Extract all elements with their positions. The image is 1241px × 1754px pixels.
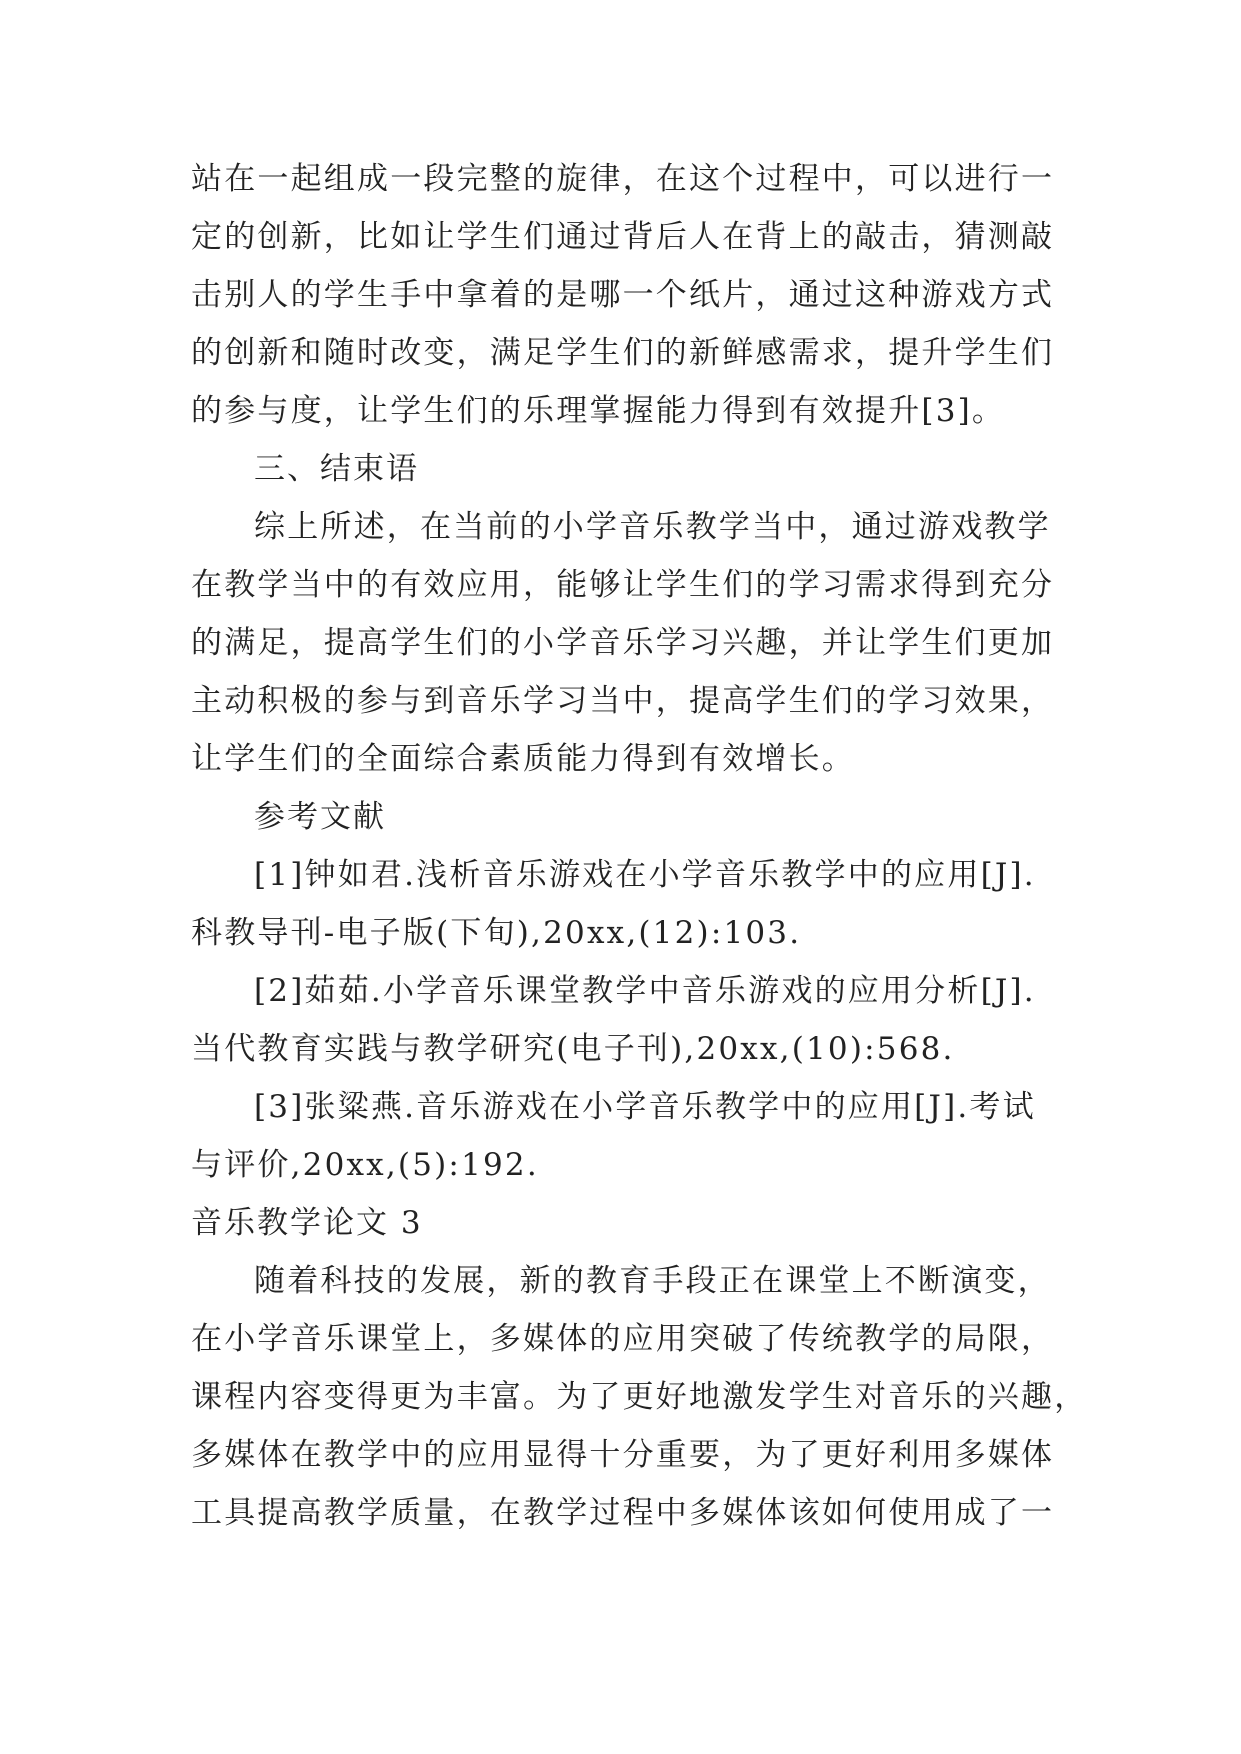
text-line: 多媒体在教学中的应用显得十分重要，为了更好利用多媒体 (191, 1437, 1055, 1473)
text-line: 在教学当中的有效应用，能够让学生们的学习需求得到充分 (191, 567, 1055, 603)
text-line: [2]茹茹.小学音乐课堂教学中音乐游戏的应用分析[J]. (254, 973, 1036, 1009)
text-line: 综上所述，在当前的小学音乐教学当中，通过游戏教学 (254, 509, 1051, 545)
text-line: 定的创新，比如让学生们通过背后人在背上的敲击，猜测敲 (191, 219, 1055, 255)
text-line: 随着科技的发展，新的教育手段正在课堂上不断演变， (254, 1263, 1051, 1299)
text-line: 与评价,20xx,(5):192. (191, 1147, 539, 1183)
text-line: 让学生们的全面综合素质能力得到有效增长。 (191, 741, 855, 777)
text-line: 站在一起组成一段完整的旋律，在这个过程中，可以进行一 (191, 161, 1055, 197)
text-line: [1]钟如君.浅析音乐游戏在小学音乐教学中的应用[J]. (254, 857, 1036, 893)
text-line: 击别人的学生手中拿着的是哪一个纸片，通过这种游戏方式 (191, 277, 1055, 313)
text-line: [3]张粱燕.音乐游戏在小学音乐教学中的应用[J].考试 (254, 1089, 1036, 1125)
text-line: 工具提高教学质量，在教学过程中多媒体该如何使用成了一 (191, 1495, 1055, 1531)
text-line: 课程内容变得更为丰富。为了更好地激发学生对音乐的兴趣， (191, 1379, 1088, 1415)
text-line: 的满足，提高学生们的小学音乐学习兴趣，并让学生们更加 (191, 625, 1055, 661)
text-line: 的创新和随时改变，满足学生们的新鲜感需求，提升学生们 (191, 335, 1055, 371)
text-line: 在小学音乐课堂上，多媒体的应用突破了传统教学的局限， (191, 1321, 1055, 1357)
text-line: 主动积极的参与到音乐学习当中，提高学生们的学习效果， (191, 683, 1055, 719)
article-title: 音乐教学论文 3 (191, 1205, 423, 1241)
section-heading: 三、结束语 (254, 451, 419, 487)
text-line: 科教导刊-电子版(下旬),20xx,(12):103. (191, 915, 802, 951)
text-line: 当代教育实践与教学研究(电子刊),20xx,(10):568. (191, 1031, 955, 1067)
references-heading: 参考文献 (254, 799, 386, 835)
text-line: 的参与度，让学生们的乐理掌握能力得到有效提升[3]。 (191, 393, 1006, 429)
